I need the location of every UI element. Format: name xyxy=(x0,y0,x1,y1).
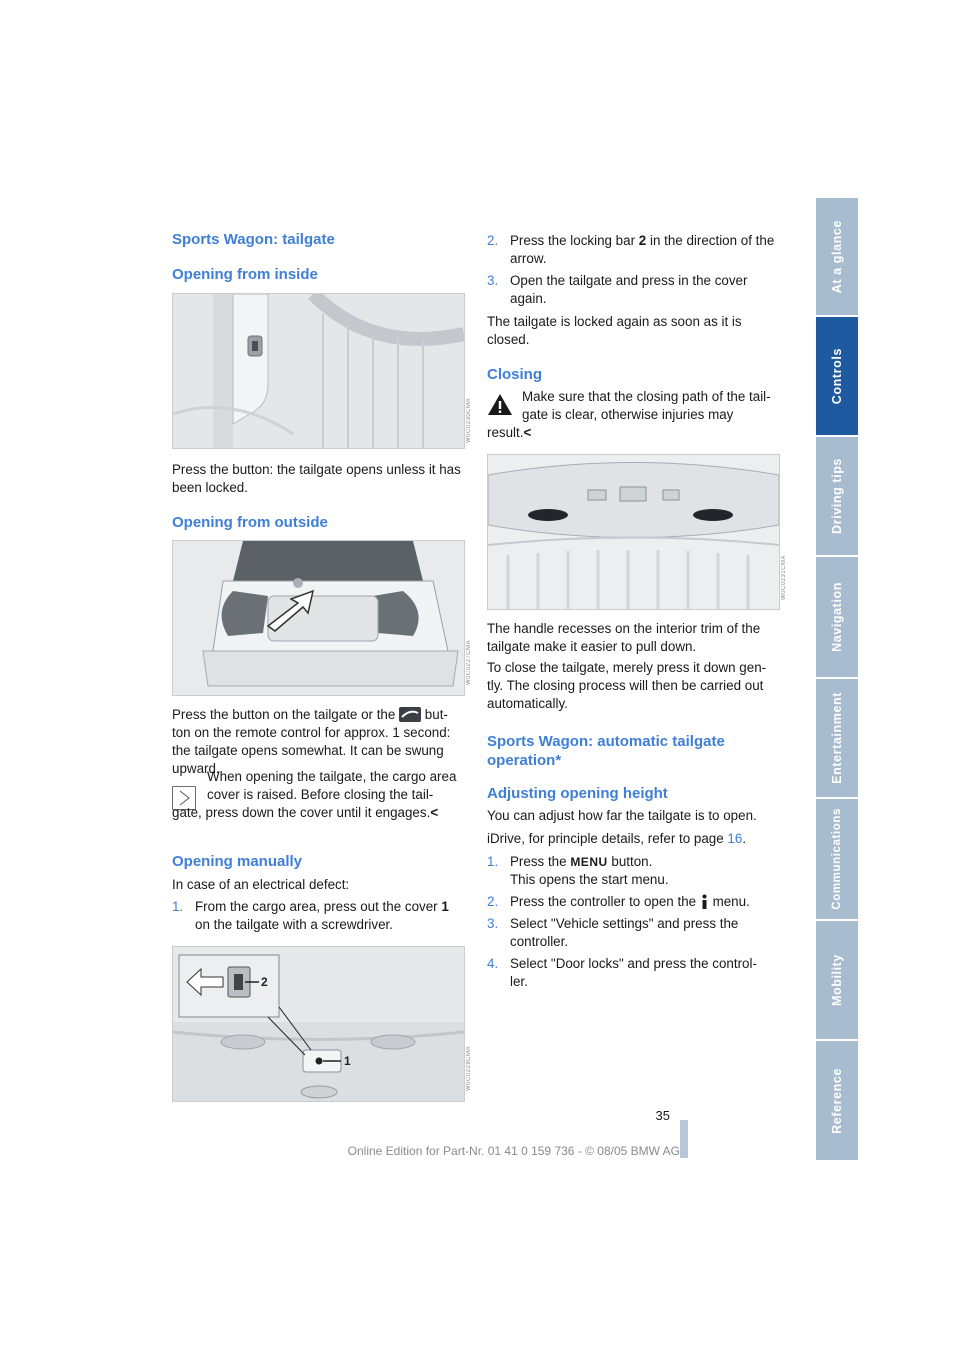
side-tab-entertainment[interactable]: Entertainment xyxy=(816,679,858,797)
warning-line-1: Make sure that the closing path of the tail- xyxy=(522,389,771,404)
inside-button-illustration xyxy=(173,294,464,448)
idrive-paragraph: iDrive, for principle details, refer to page 16. xyxy=(487,831,747,846)
figure-handle-recesses xyxy=(487,454,780,610)
side-tab-navigation[interactable]: Navigation xyxy=(816,557,858,677)
cover-illustration xyxy=(173,947,464,1101)
inside-paragraph: Press the button: the tailgate opens unless it has been locked. xyxy=(172,462,461,495)
step-2-text: Press the locking bar 2 in the direction of the arrow. xyxy=(510,233,775,266)
idrive-step-3-number: 3. xyxy=(487,916,499,931)
figure-code: W0C0227CMA xyxy=(466,640,472,686)
section-title: Sports Wagon: tailgate xyxy=(172,231,335,248)
side-tab-driving-tips[interactable]: Driving tips xyxy=(816,437,858,555)
heading-automatic-operation: Sports Wagon: automatic tailgate operation* xyxy=(487,733,725,769)
note-line-2: cover is raised. Before closing the tail- xyxy=(207,787,434,802)
heading-closing: Closing xyxy=(487,366,542,383)
page-number: 35 xyxy=(655,1108,670,1123)
heading-opening-outside: Opening from outside xyxy=(172,514,328,531)
step-2-number: 2. xyxy=(487,233,499,248)
side-tab-mobility[interactable]: Mobility xyxy=(816,921,858,1039)
step-1-number: 1. xyxy=(172,899,184,914)
figure-cover-locking-bar xyxy=(172,946,465,1102)
side-tab-communications[interactable]: Communications xyxy=(816,799,858,919)
note-line-3: gate, press down the cover until it engages.< xyxy=(172,805,439,820)
figure-inside-button xyxy=(172,293,465,449)
remote-tailgate-icon xyxy=(399,707,421,722)
idrive-step-2-text: Press the controller to open the menu. xyxy=(510,894,750,909)
edition-footer: Online Edition for Part-Nr. 01 41 0 159 736 - © 08/05 BMW AG xyxy=(347,1144,680,1158)
outside-tailgate-illustration xyxy=(173,541,464,695)
idrive-step-4-number: 4. xyxy=(487,956,499,971)
manual-intro: In case of an electrical defect: xyxy=(172,877,350,892)
handle-paragraph: The handle recesses on the interior trim of the tailgate make it easier to pull down. xyxy=(487,621,761,654)
heading-opening-manually: Opening manually xyxy=(172,853,303,870)
step-3-number: 3. xyxy=(487,273,499,288)
idrive-step-4-text: Select "Door locks" and press the control-ler. xyxy=(510,956,757,989)
heading-opening-height: Adjusting opening height xyxy=(487,785,668,802)
side-tab-at-a-glance[interactable]: At a glance xyxy=(816,198,858,315)
idrive-step-1-text: Press the MENU button. This opens the start menu. xyxy=(510,854,669,887)
idrive-step-3-text: Select "Vehicle settings" and press the controller. xyxy=(510,916,739,949)
idrive-step-2-number: 2. xyxy=(487,894,499,909)
handle-recess-illustration xyxy=(488,455,779,609)
figure-outside-button xyxy=(172,540,465,696)
figure-code: W0C0230CMA xyxy=(466,398,472,444)
heading-opening-inside: Opening from inside xyxy=(172,266,318,283)
page-marker-bar xyxy=(680,1120,688,1158)
figure-code: W0C0231CMA xyxy=(781,555,787,601)
side-tab-reference[interactable]: Reference xyxy=(816,1041,858,1160)
note-line-1: When opening the tailgate, the cargo area xyxy=(207,769,457,784)
warning-line-2: gate is clear, otherwise injuries may xyxy=(522,407,734,422)
close-paragraph: To close the tailgate, merely press it down gen-tly. The closing process will then be carried out automatically. xyxy=(487,660,767,711)
height-paragraph: You can adjust how far the tailgate is to open. xyxy=(487,808,757,823)
idrive-step-1-number: 1. xyxy=(487,854,499,869)
page-link[interactable]: 16 xyxy=(727,831,743,846)
locked-paragraph: The tailgate is locked again as soon as it is closed. xyxy=(487,314,742,347)
label-2: 2 xyxy=(261,975,268,989)
outside-paragraph: Press the button on the tailgate or the but- ton on the remote control for approx. 1 second: the tailgate opens somewhat. It can be swung upward. xyxy=(172,707,451,776)
figure-code: W0C0228CMA xyxy=(466,1046,472,1092)
warning-icon xyxy=(487,393,513,416)
info-icon xyxy=(700,894,709,909)
menu-button-label: MENU xyxy=(570,855,608,869)
step-1-text: From the cargo area, press out the cover 1 on the tailgate with a screwdriver. xyxy=(195,899,449,932)
side-tab-controls[interactable]: Controls xyxy=(816,317,858,435)
label-1: 1 xyxy=(344,1054,351,1068)
step-3-text: Open the tailgate and press in the cover again. xyxy=(510,273,748,306)
warning-line-3: result.< xyxy=(487,425,532,440)
